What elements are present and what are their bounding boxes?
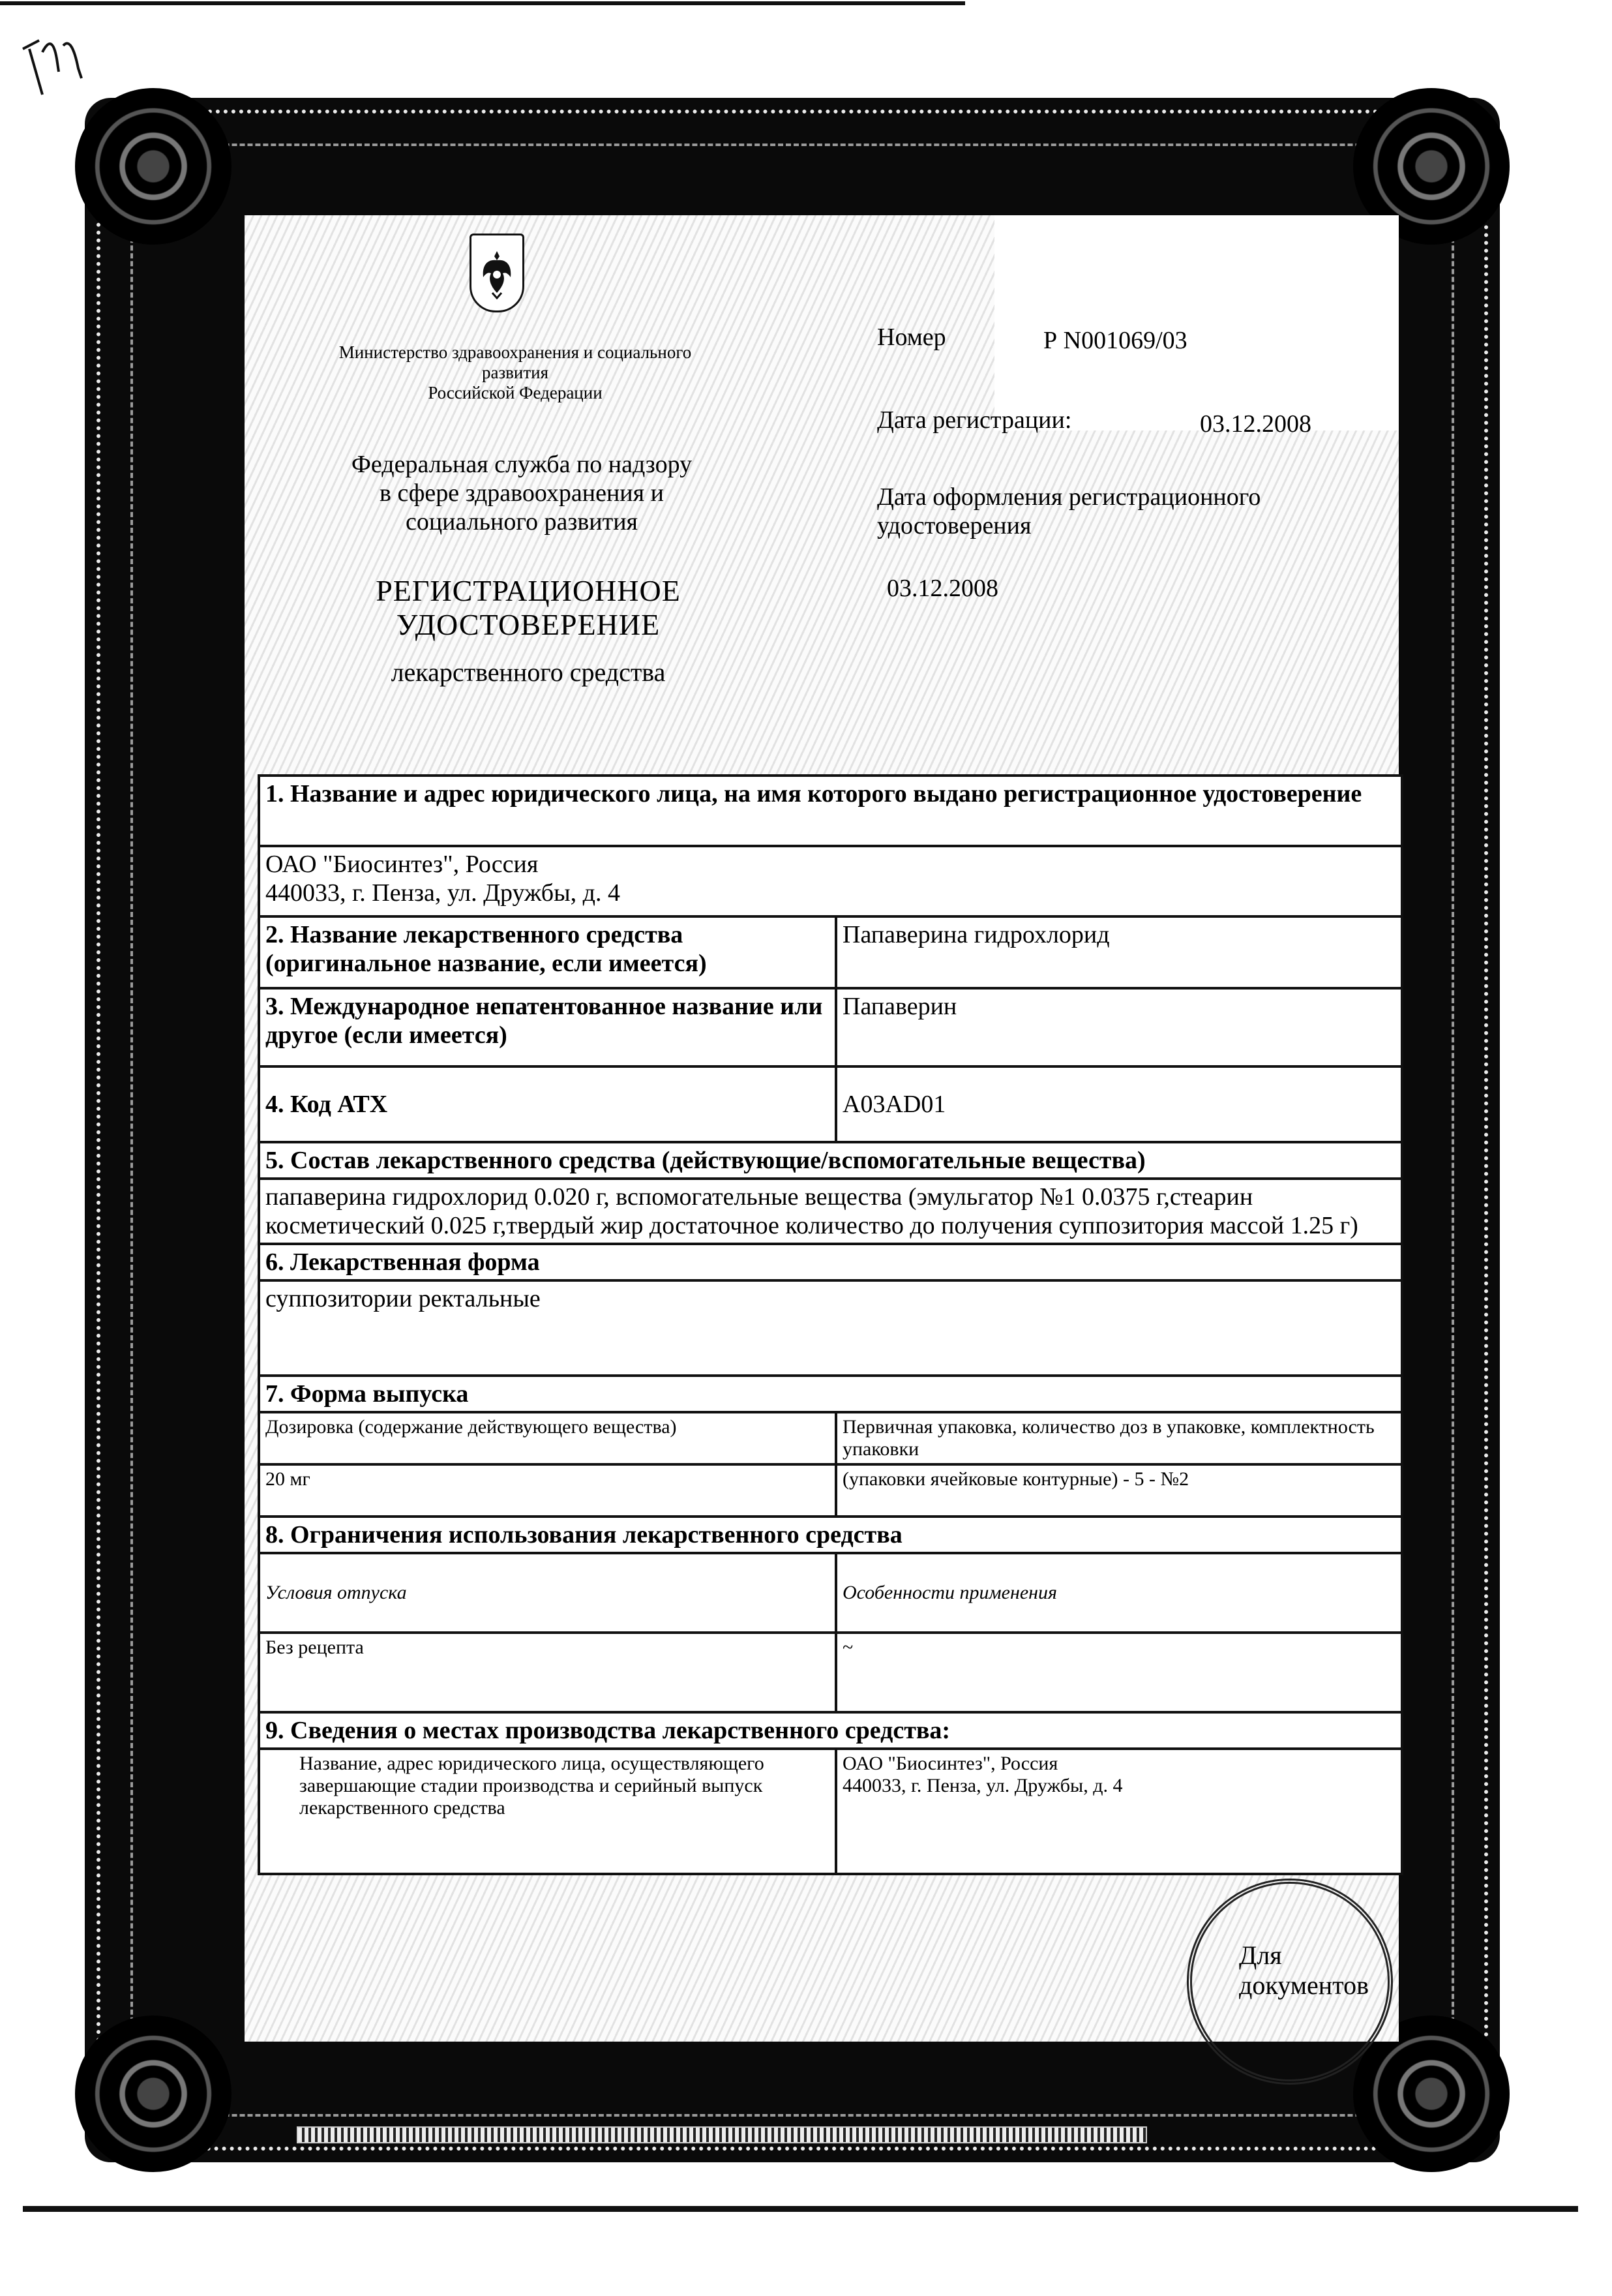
registration-number: Р N001069/03 [1043, 327, 1187, 354]
section-heading: 6. Лекарственная форма [259, 1244, 1402, 1280]
packaging-column-header: Первичная упаковка, количество доз в упаковке, комплектность упаковки [836, 1412, 1402, 1464]
corner-rosette-ornament [75, 2016, 231, 2172]
section-7-heading-row [259, 1376, 1402, 1412]
dosage-column-header: Дозировка (содержание действующего вещества) [259, 1412, 836, 1464]
section-4-row [259, 1066, 1402, 1142]
coat-of-arms-emblem-icon [470, 234, 524, 312]
section-7-value-row [259, 1464, 1402, 1517]
section-9-heading-row [259, 1712, 1402, 1749]
section-1-value-row [259, 846, 1402, 916]
federal-service-name: Федеральная служба по надзору в сфере здравоохранения и социального развития [351, 451, 693, 536]
bottom-scan-rule [23, 2206, 1578, 2212]
application-features-value: ~ [836, 1633, 1402, 1712]
top-scan-rule [0, 1, 965, 5]
number-label: Номер [877, 324, 946, 351]
section-6-value-row [259, 1280, 1402, 1376]
registration-date: 03.12.2008 [1200, 410, 1311, 438]
section-8-column-headers [259, 1553, 1402, 1633]
registration-date-label: Дата регистрации: [877, 406, 1072, 434]
document-subtitle: лекарственного средства [391, 657, 666, 687]
section-3-row [259, 988, 1402, 1066]
section-8-heading-row [259, 1517, 1402, 1553]
section-heading: 8. Ограничения использования лекарственного средства [259, 1517, 1402, 1553]
certificate-table [258, 774, 1403, 1875]
dosage-form-value: суппозитории ректальные [259, 1280, 1402, 1376]
section-heading: 4. Код АТХ [259, 1066, 836, 1142]
atc-code-value: A03AD01 [836, 1066, 1402, 1142]
section-5-value-row [259, 1179, 1402, 1244]
section-2-row [259, 916, 1402, 988]
issue-date-label: Дата оформления регистрационного удостоверения [877, 483, 1261, 539]
section-6-heading-row [259, 1244, 1402, 1280]
corner-rosette-ornament [75, 88, 231, 245]
trade-name-value: Папаверина гидрохлорид [836, 916, 1402, 988]
dosage-value: 20 мг [259, 1464, 836, 1517]
issue-date: 03.12.2008 [887, 575, 998, 602]
section-heading: 5. Состав лекарственного средства (действующие/вспомогательные вещества) [259, 1142, 1402, 1179]
section-heading: 1. Название и адрес юридического лица, на имя которого выдано регистрационное удостоверение [259, 776, 1402, 846]
inn-value: Папаверин [836, 988, 1402, 1066]
dispensing-conditions-value: Без рецепта [259, 1633, 836, 1712]
section-8-value-row [259, 1633, 1402, 1712]
section-heading: 2. Название лекарственного средства (оригинальное название, если имеется) [259, 916, 836, 988]
dispensing-conditions-header: Условия отпуска [259, 1553, 836, 1633]
section-heading: 7. Форма выпуска [259, 1376, 1402, 1412]
section-1-heading-row [259, 776, 1402, 846]
packaging-value: (упаковки ячейковые контурные) - 5 - №2 [836, 1464, 1402, 1517]
ministry-name: Министерство здравоохранения и социального развития Российской Федерации [338, 342, 692, 402]
applicant-name-address: ОАО "Биосинтез", Россия 440033, г. Пенза, ул. Дружбы, д. 4 [259, 846, 1402, 916]
section-heading: 9. Сведения о местах производства лекарственного средства: [259, 1712, 1402, 1749]
document-title: РЕГИСТРАЦИОННОЕ УДОСТОВЕРЕНИЕ [376, 574, 681, 641]
frame-microtext-band [297, 2126, 1147, 2143]
section-9-value-row [259, 1749, 1402, 1874]
handwritten-initial-mark [16, 33, 88, 104]
section-7-column-headers [259, 1412, 1402, 1464]
section-5-heading-row [259, 1142, 1402, 1179]
section-heading: 3. Международное непатентованное название или другое (если имеется) [259, 988, 836, 1066]
stamp-text: Для документов [1239, 1941, 1369, 2000]
manufacturer-label: Название, адрес юридического лица, осуществляющего завершающие стадии производства и серийный выпуск лекарственного средства [259, 1749, 836, 1874]
composition-value: папаверина гидрохлорид 0.020 г, вспомогательные вещества (эмульгатор №1 0.0375 г,стеарин косметический 0.025 г,твердый жир достаточное количество до получения суппозитория массой 1.25 г) [259, 1179, 1402, 1244]
application-features-header: Особенности применения [836, 1553, 1402, 1633]
manufacturer-value: ОАО "Биосинтез", Россия 440033, г. Пенза, ул. Дружбы, д. 4 [836, 1749, 1402, 1874]
